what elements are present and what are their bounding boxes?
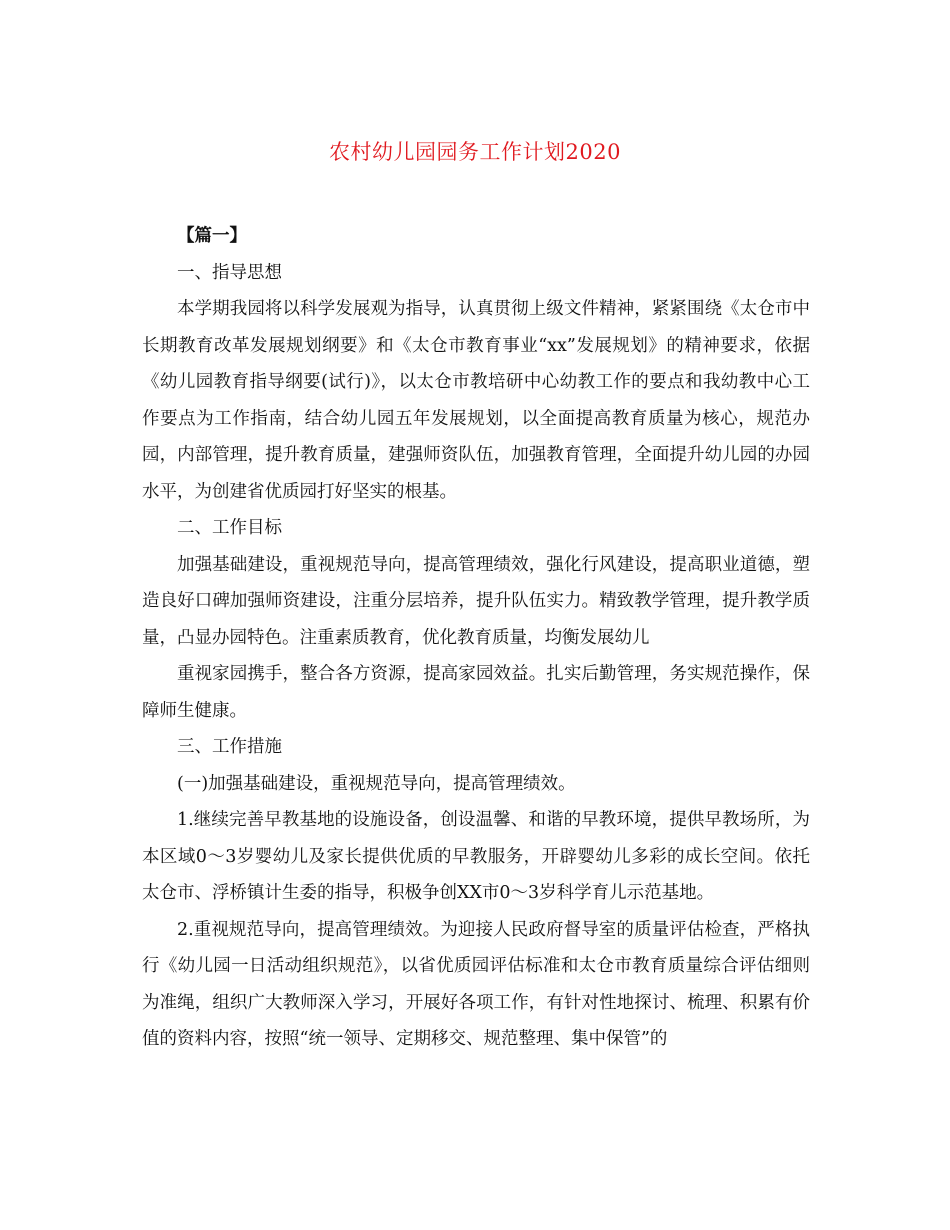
subsection-heading: (一)加强基础建设，重视规范导向，提高管理绩效。 bbox=[177, 773, 576, 794]
paragraph: 本学期我园将以科学发展观为指导，认真贯彻上级文件精神，紧紧围绕《太仓市中长期教育改革发展规划纲要》和《太仓市教育事业“xx”发展规划》的精神要求，依据《幼儿园教育指导纲要(试行)》，以太仓市教培研中心幼教工作的要点和我幼教中心工作要点为工作指南，结合幼儿园五年发展规划，以全面提高教育质量为核心，规范办园，内部管理，提升教育质量，建强师资队伍，加强教育管理，全面提升幼儿园的办园水平，为创建省优质园打好坚实的根基。 bbox=[142, 299, 810, 502]
paragraph: 加强基础建设，重视规范导向，提高管理绩效，强化行风建设，提高职业道德，塑造良好口碑加强师资建设，注重分层培养，提升队伍实力。精致教学管理，提升教学质量，凸显办园特色。注重素质教育，优化教育质量，均衡发展幼儿 bbox=[142, 554, 810, 648]
paragraph: 1.继续完善早教基地的设施设备，创设温馨、和谐的早教环境，提供早教场所，为本区域0～3岁婴幼儿及家长提供优质的早教服务，开辟婴幼儿多彩的成长空间。依托太仓市、浮桥镇计生委的指导，积极争创XX市0～3岁科学育儿示范基地。 bbox=[142, 810, 810, 903]
section-heading: 三、工作措施 bbox=[177, 737, 282, 757]
paragraph: 重视家园携手，整合各方资源，提高家园效益。扎实后勤管理，务实规范操作，保障师生健康。 bbox=[142, 664, 810, 721]
section-heading: 一、指导思想 bbox=[177, 262, 282, 283]
section-heading: 二、工作目标 bbox=[177, 518, 282, 538]
document-body bbox=[142, 218, 810, 1058]
section-label: 【篇一】 bbox=[177, 226, 247, 246]
paragraph: 2.重视规范导向，提高管理绩效。为迎接人民政府督导室的质量评估检查，严格执行《幼儿园一日活动组织规范》，以省优质园评估标准和太仓市教育质量综合评估细则为准绳，组织广大教师深入学习，开展好各项工作，有针对性地探讨、梳理、积累有价值的资料内容，按照“统一领导、定期移交、规范整理、集中保管”的 bbox=[142, 919, 810, 1049]
document-title: 农村幼儿园园务工作计划2020 bbox=[329, 140, 621, 164]
